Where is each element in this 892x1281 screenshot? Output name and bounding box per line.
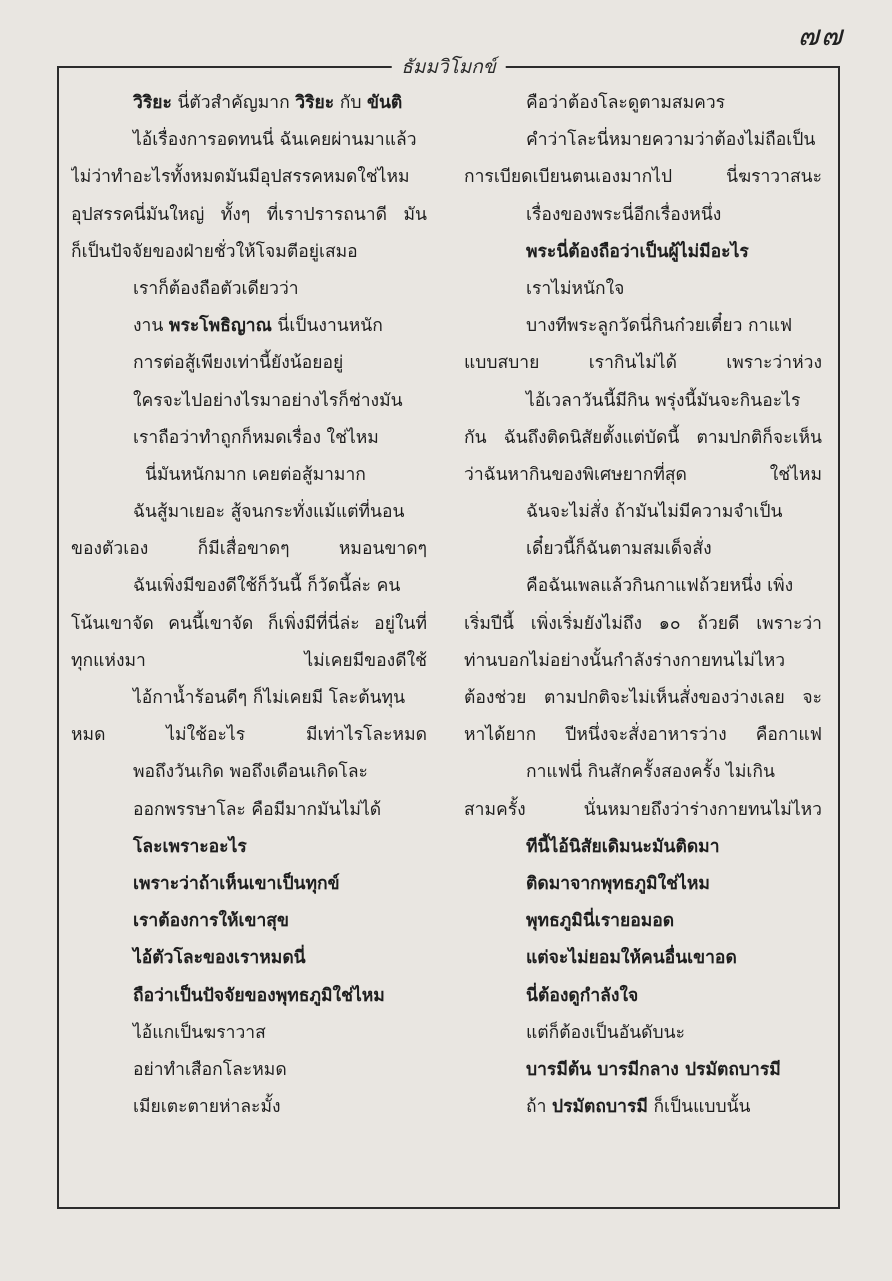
text-segment: เราไม่หนักใจ [526,278,625,299]
text-line [71,197,427,234]
text-line [71,643,427,680]
text-line [71,717,427,754]
text-line [71,308,427,345]
text-segment: ถ้า [526,1097,552,1118]
text-line [71,457,427,494]
text-line [71,159,427,196]
text-segment: สามครั้ง นั่นหมายถึงว่าร่างกายทนไม่ไหว [464,799,822,820]
text-segment: เราก็ต้องถือตัวเดียวว่า [133,278,299,299]
text-line [71,940,427,977]
text-segment: คือว่าต้องโละดูตามสมควร [526,93,726,113]
text-segment: ไอ้แกเป็นฆราวาส [133,1022,266,1043]
bold-text: วิริยะ [295,93,335,113]
bold-text: ปรมัตถบารมี [552,1097,648,1118]
text-segment: นี่ตัวสำคัญมาก [171,93,296,113]
text-line [464,531,822,568]
text-segment: บางทีพระลูกวัดนี่กินก๋วยเตี๋ยว กาแฟ [526,316,793,337]
bold-text: นี่ต้องดูกำลังใจ [526,985,639,1006]
bold-text: พุทธภูมินี่เรายอมอด [526,911,675,932]
text-segment: ไอ้เวลาวันนี้มีกิน พรุ่งนี้มันจะกินอะไร [526,390,801,411]
bold-text: ติดมาจากพุทธภูมิใช่ไหม [526,873,710,894]
text-segment: ไอ้เรื่องการอดทนนี่ ฉันเคยผ่านมาแล้ว [133,130,417,151]
text-line [71,903,427,940]
text-line [71,978,427,1015]
text-line [464,308,822,345]
bold-text: ถือว่าเป็นปัจจัยของพุทธภูมิใช่ไหม [133,985,385,1006]
bold-text: วิริยะ [133,93,172,113]
text-segment: ท่านบอกไม่อย่างนั้นกำลังร่างกายทนไม่ไหว [464,650,786,671]
text-line [71,383,427,420]
text-line [71,85,427,122]
page-number: ๗๗ [797,19,844,52]
text-segment: กับ [334,93,367,113]
text-segment: เริ่มปีนี้ เพิ่งเริ่มยังไม่ถึง ๑๐ ถ้วยดี เพราะว่า [464,613,822,634]
text-segment: ไม่ว่าทำอะไรทั้งหมดมันมีอุปสรรคหมดใช่ไหม [71,167,410,188]
text-line [71,271,427,308]
text-line [464,457,822,494]
bold-text: เราต้องการให้เขาสุข [133,911,289,932]
text-line [464,383,822,420]
text-line [71,345,427,382]
bold-text: แต่จะไม่ยอมให้คนอื่นเขาอด [526,948,737,969]
text-line [464,85,822,122]
text-segment: เมียเตะตายห่าละมั้ง [133,1097,281,1118]
bold-text: ทีนี้ไอ้นิสัยเดิมนะมันติดมา [526,836,720,857]
text-line [464,829,822,866]
left-column [71,85,427,1126]
text-segment: กัน ฉันถึงติดนิสัยตั้งแต่บัดนี้ ตามปกติก็จะเห็น [464,427,822,448]
text-line [71,792,427,829]
text-segment: ก็เป็นแบบนั้น [647,1097,751,1118]
text-segment: เรื่องของพระนี่อีกเรื่องหนึ่ง [526,204,722,225]
text-line [71,680,427,717]
text-segment: ใครจะไปอย่างไรมาอย่างไรก็ช่างมัน [133,390,403,411]
text-segment: ก็เป็นปัจจัยของฝ่ายชั่วให้โจมตีอยู่เสมอ [71,241,358,262]
right-column [464,85,822,1126]
text-segment: หาได้ยาก ปีหนึ่งจะสั่งอาหารว่าง คือกาแฟ [464,725,822,746]
bold-text: ขันติ [367,93,403,113]
bold-text: พระโพธิญาณ [168,316,272,337]
text-line [71,1052,427,1089]
text-line [464,234,822,271]
text-line [464,903,822,940]
text-segment: ของตัวเอง ก็มีเสื่อขาดๆ หมอนขาดๆ [71,539,427,560]
text-segment: การต่อสู้เพียงเท่านี้ยังน้อยอยู่ [133,353,344,374]
text-line [464,717,822,754]
text-line [71,568,427,605]
text-line [71,1015,427,1052]
text-line [71,494,427,531]
text-segment: ฉันจะไม่สั่ง ถ้ามันไม่มีความจำเป็น [526,502,783,523]
text-line [71,829,427,866]
text-line [464,345,822,382]
text-line [71,420,427,457]
text-segment: เดี๋ยวนี้ก็ฉันตามสมเด็จสั่ง [526,539,712,560]
text-line [464,122,822,159]
text-line [464,606,822,643]
text-segment: ออกพรรษาโละ คือมีมากมันไม่ได้ [133,799,382,820]
text-segment: ไอ้กาน้ำร้อนดีๆ ก็ไม่เคยมี โละต้นทุน [133,688,406,708]
text-segment: คือฉันเพลแล้วกินกาแฟถ้วยหนึ่ง เพิ่ง [526,576,794,597]
bold-text: บารมีต้น บารมีกลาง ปรมัตถบารมี [526,1059,781,1080]
text-segment: โน้นเขาจัด คนนี้เขาจัด ก็เพิ่งมีที่นี่ล่ะ อยู่ในที่ [71,613,427,634]
text-line [71,754,427,791]
text-segment: นี่มันหนักมาก เคยต่อสู้มามาก [145,464,366,485]
text-segment: หมด ไม่ใช้อะไร มีเท่าไรโละหมด [71,725,427,746]
text-segment: แต่ก็ต้องเป็นอันดับนะ [526,1022,686,1043]
bold-text: พระนี่ต้องถือว่าเป็นผู้ไม่มีอะไร [526,241,749,262]
text-segment: กาแฟนี่ กินสักครั้งสองครั้ง ไม่เกิน [526,762,775,783]
text-line [464,1089,822,1126]
text-segment: ฉันสู้มาเยอะ สู้จนกระทั่งแม้แต่ที่นอน [133,502,405,523]
text-line [71,122,427,159]
text-segment: นี่เป็นงานหนัก [271,316,383,337]
text-segment: ฉันเพิ่งมีของดีใช้ก็วันนี้ ก็วัดนี้ล่ะ คน [133,576,401,597]
text-line [71,234,427,271]
running-header: ธัมมวิโมกข์ [391,54,506,80]
text-line [464,643,822,680]
text-segment: อุปสรรคนี่มันใหญ่ ทั้งๆ ที่เราปรารถนาดี มัน [71,204,427,225]
text-line [464,568,822,605]
text-segment: ว่าฉันหากินของพิเศษยากที่สุด ใช่ไหม [464,464,822,485]
text-line [464,159,822,196]
text-segment: แบบสบาย เรากินไม่ได้ เพราะว่าห่วง [464,353,822,374]
text-line [464,271,822,308]
text-segment: เราถือว่าทำถูกก็หมดเรื่อง ใช่ไหม [133,427,379,448]
bold-text: ไอ้ตัวโละของเราหมดนี่ [133,948,306,969]
text-line [71,606,427,643]
text-segment: คำว่าโละนี่หมายความว่าต้องไม่ถือเป็น [526,130,816,151]
text-line [464,792,822,829]
text-line [464,978,822,1015]
content-frame [57,56,840,1209]
text-line [464,494,822,531]
text-segment: พอถึงวันเกิด พอถึงเดือนเกิดโละ [133,762,368,783]
bold-text: โละเพราะอะไร [133,836,247,857]
text-line [464,866,822,903]
text-segment: อย่าทำเสือกโละหมด [133,1059,287,1080]
text-line [464,680,822,717]
text-segment: ทุกแห่งมา ไม่เคยมีของดีใช้ [71,650,427,671]
text-line [71,866,427,903]
text-line [71,531,427,568]
text-segment: งาน [133,316,169,337]
text-segment: การเบียดเบียนตนเองมากไป นี่ฆราวาสนะ [464,167,822,188]
text-segment: ต้องช่วย ตามปกติจะไม่เห็นสั่งของว่างเลย จะ [464,688,822,708]
text-line [464,420,822,457]
text-line [464,197,822,234]
text-line [464,940,822,977]
text-line [464,1015,822,1052]
text-line [71,1089,427,1126]
text-line [464,1052,822,1089]
text-line [464,754,822,791]
bold-text: เพราะว่าถ้าเห็นเขาเป็นทุกข์ [133,873,340,894]
